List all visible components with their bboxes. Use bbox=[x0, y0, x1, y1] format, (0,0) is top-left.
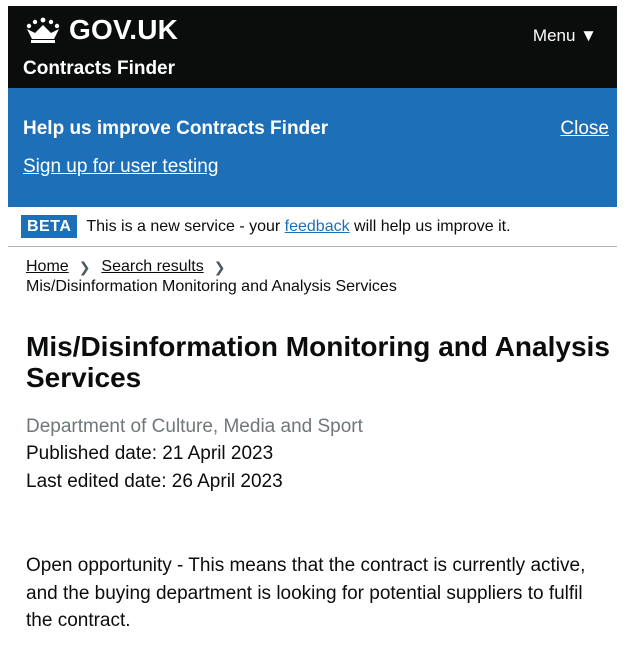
breadcrumb-home[interactable]: Home bbox=[26, 258, 69, 275]
last-edited-date: Last edited date: 26 April 2023 bbox=[26, 471, 283, 492]
phase-text-after: will help us improve it. bbox=[349, 217, 511, 235]
organisation-name: Department of Culture, Media and Sport bbox=[26, 416, 363, 437]
logo-text: GOV.UK bbox=[69, 14, 179, 45]
phase-banner bbox=[8, 207, 617, 247]
crown-icon bbox=[23, 15, 63, 45]
breadcrumb bbox=[26, 258, 397, 296]
service-name-link[interactable]: Contracts Finder bbox=[23, 58, 176, 79]
phase-banner-text bbox=[86, 218, 510, 236]
breadcrumb-links bbox=[26, 258, 397, 276]
phase-text-before: This is a new service - your bbox=[86, 217, 285, 235]
beta-tag: BETA bbox=[21, 215, 77, 238]
banner-close-link[interactable]: Close bbox=[560, 118, 609, 139]
breadcrumb-current: Mis/Disinformation Monitoring and Analysis Services bbox=[26, 278, 397, 295]
govuk-logo-link[interactable] bbox=[23, 14, 178, 46]
breadcrumb-search-results[interactable]: Search results bbox=[101, 258, 204, 275]
opportunity-status: Open opportunity - This means that the contract is currently active, and the buying department is looking for potential suppliers to fulfil the contract. bbox=[26, 555, 586, 631]
page-title: Mis/Disinformation Monitoring and Analysis Services bbox=[26, 331, 610, 393]
chevron-right-icon: ❯ bbox=[213, 258, 226, 275]
feedback-link[interactable]: feedback bbox=[284, 217, 350, 235]
site-header bbox=[8, 6, 617, 88]
user-testing-link[interactable]: Sign up for user testing bbox=[23, 156, 219, 177]
published-date: Published date: 21 April 2023 bbox=[26, 443, 274, 464]
menu-button[interactable]: Menu ▼ bbox=[532, 26, 597, 45]
chevron-right-icon: ❯ bbox=[78, 258, 91, 275]
banner-title: Help us improve Contracts Finder bbox=[23, 118, 329, 139]
user-research-banner bbox=[8, 88, 617, 207]
